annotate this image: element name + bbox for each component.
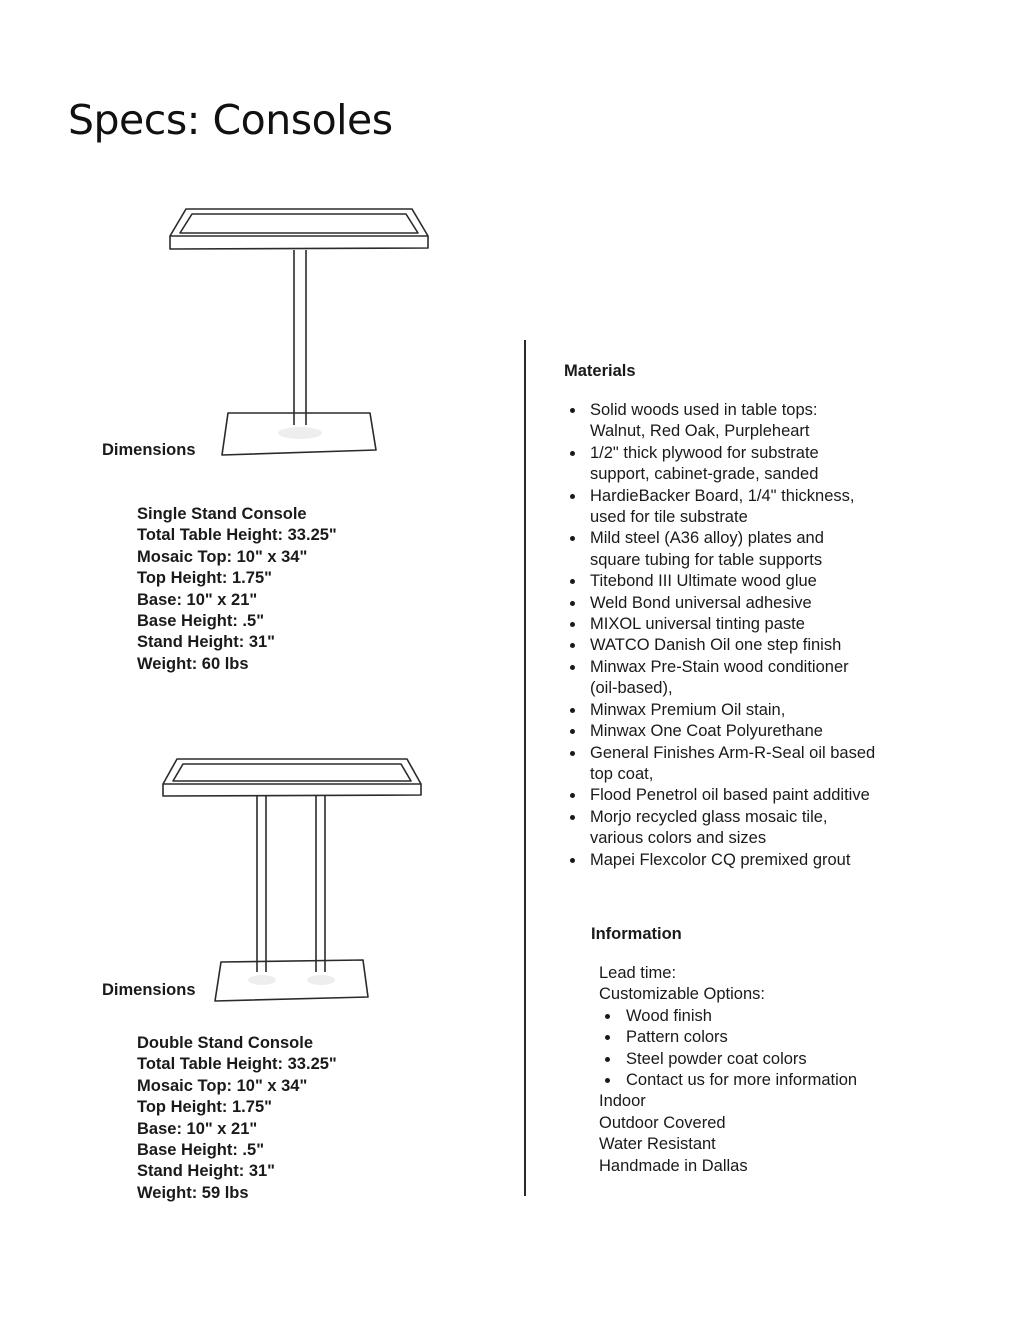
spec-line: Mosaic Top: 10" x 34" bbox=[137, 1076, 308, 1095]
single-console-illustration bbox=[160, 200, 440, 465]
list-item: Minwax Pre-Stain wood conditioner (oil-based), bbox=[564, 657, 904, 700]
list-item: HardieBacker Board, 1/4" thickness, used for tile substrate bbox=[564, 486, 904, 529]
spec-line: Top Height: 1.75" bbox=[137, 569, 272, 588]
spec-line: Base Height: .5" bbox=[137, 612, 265, 631]
handmade-label: Handmade in Dallas bbox=[599, 1156, 748, 1175]
spec-line: Base: 10" x 21" bbox=[137, 590, 258, 609]
list-item: Solid woods used in table tops: Walnut, Red Oak, Purpleheart bbox=[564, 400, 904, 443]
spec-line: Total Table Height: 33.25" bbox=[137, 526, 337, 545]
indoor-label: Indoor bbox=[599, 1092, 646, 1111]
spec-line: Weight: 60 lbs bbox=[137, 654, 249, 673]
spec-line: Base Height: .5" bbox=[137, 1141, 265, 1160]
list-item: WATCO Danish Oil one step finish bbox=[564, 635, 904, 656]
spec-line: Mosaic Top: 10" x 34" bbox=[137, 547, 308, 566]
list-item: 1/2" thick plywood for substrate support, cabinet-grade, sanded bbox=[564, 443, 904, 486]
spec-line: Total Table Height: 33.25" bbox=[137, 1055, 337, 1074]
list-item: Mapei Flexcolor CQ premixed grout bbox=[564, 850, 904, 871]
spec-line: Stand Height: 31" bbox=[137, 1162, 276, 1181]
spec-line: Double Stand Console bbox=[137, 1034, 314, 1052]
options-list bbox=[599, 1006, 857, 1092]
spec-line: Single Stand Console bbox=[137, 505, 307, 523]
single-spec-list bbox=[137, 504, 337, 675]
list-item: Minwax One Coat Polyurethane bbox=[564, 721, 904, 742]
spec-line: Weight: 59 lbs bbox=[137, 1183, 249, 1202]
materials-heading: Materials bbox=[564, 362, 636, 380]
list-item: General Finishes Arm-R-Seal oil based top coat, bbox=[564, 743, 904, 786]
materials-list bbox=[564, 400, 904, 871]
list-item: MIXOL universal tinting paste bbox=[564, 614, 904, 635]
spec-line: Top Height: 1.75" bbox=[137, 1098, 272, 1117]
list-item: Titebond III Ultimate wood glue bbox=[564, 571, 904, 592]
single-dimensions-label: Dimensions bbox=[102, 441, 196, 459]
information-block bbox=[599, 963, 857, 1177]
list-item: Mild steel (A36 alloy) plates and square tubing for table supports bbox=[564, 528, 904, 571]
double-console-illustration bbox=[155, 752, 435, 1007]
list-item: Minwax Premium Oil stain, bbox=[564, 700, 904, 721]
spec-line: Base: 10" x 21" bbox=[137, 1119, 258, 1138]
spec-line: Stand Height: 31" bbox=[137, 633, 276, 652]
outdoor-covered-label: Outdoor Covered bbox=[599, 1113, 726, 1132]
double-dimensions-label: Dimensions bbox=[102, 981, 196, 999]
list-item: Weld Bond universal adhesive bbox=[564, 593, 904, 614]
list-item: Pattern colors bbox=[599, 1027, 857, 1048]
information-heading: Information bbox=[591, 925, 682, 943]
page-title: Specs: Consoles bbox=[68, 96, 393, 144]
list-item: Wood finish bbox=[599, 1006, 857, 1027]
list-item: Contact us for more information bbox=[599, 1070, 857, 1091]
lead-time-label: Lead time: bbox=[599, 964, 677, 982]
water-resistant-label: Water Resistant bbox=[599, 1135, 716, 1154]
list-item: Morjo recycled glass mosaic tile, various colors and sizes bbox=[564, 807, 904, 850]
column-divider bbox=[524, 340, 526, 1196]
list-item: Steel powder coat colors bbox=[599, 1049, 857, 1070]
customizable-options-label: Customizable Options: bbox=[599, 985, 765, 1004]
double-spec-list bbox=[137, 1033, 337, 1204]
list-item: Flood Penetrol oil based paint additive bbox=[564, 785, 904, 806]
